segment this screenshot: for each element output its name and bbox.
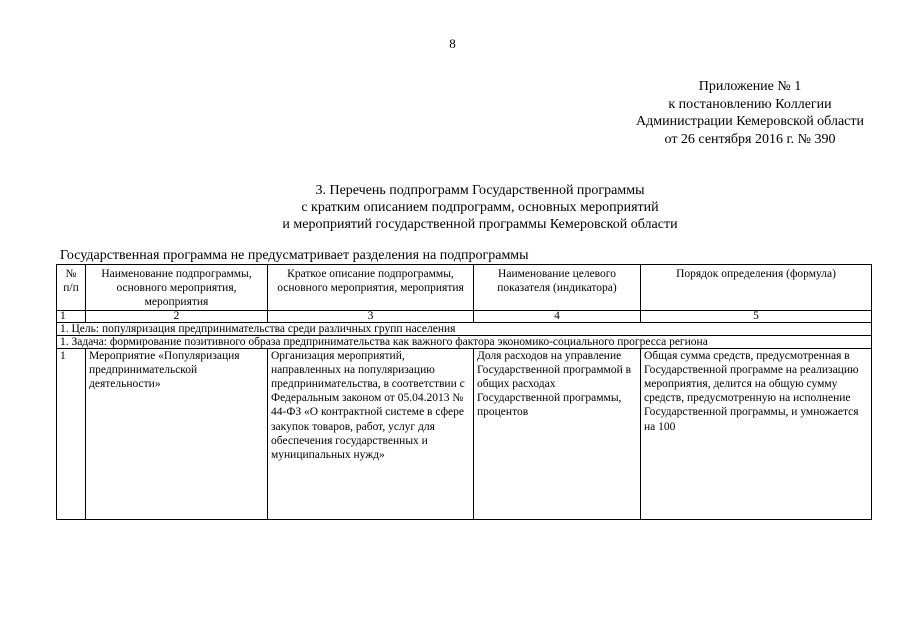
intro-text: Государственная программа не предусматривает разделения на подпрограммы: [60, 248, 529, 263]
goal-row: [57, 322, 872, 335]
row-description: Организация мероприятий, направленных на популяризацию предпринимательства, в соответствии с Федеральным законом от 05.04.2013 № 44-ФЗ «О контрактной системе в сфере закупок товаров, работ, услуг для обеспечения государственных и муниципальных нужд»: [268, 348, 474, 519]
task-cell: 1. Задача: формирование позитивного образа предпринимательства как важного фактора экономико-социального прогресса региона: [57, 335, 872, 348]
page-number: 8: [449, 36, 456, 51]
row-formula: Общая сумма средств, предусмотренная в Государственной программе на реализацию мероприятия, делится на общую сумму средств, предусмотренную на исполнение Государственной программы, и умножается на 100: [641, 348, 872, 519]
column-number: 4: [474, 310, 641, 322]
column-number: 5: [641, 310, 872, 322]
column-number: 1: [57, 310, 86, 322]
appendix-line-3: Администрации Кемеровской области: [636, 114, 864, 129]
header-description: Краткое описание подпрограммы, основного мероприятия, мероприятия: [268, 265, 474, 311]
table-header-row: [57, 265, 872, 311]
header-num: № п/п: [57, 265, 86, 311]
title-line-2: с кратким описанием подпрограмм, основных мероприятий: [301, 200, 659, 215]
appendix-line-1: Приложение № 1: [698, 79, 802, 94]
header-formula: Порядок определения (формула): [641, 265, 872, 311]
header-name: Наименование подпрограммы, основного мероприятия, мероприятия: [86, 265, 268, 311]
header-indicator: Наименование целевого показателя (индикатора): [474, 265, 641, 311]
column-number: 3: [268, 310, 474, 322]
document-title: [0, 182, 905, 233]
subprogram-table: [56, 264, 872, 520]
goal-cell: 1. Цель: популяризация предпринимательства среди различных групп населения: [57, 322, 872, 335]
column-number-row: [57, 310, 872, 322]
column-number: 2: [86, 310, 268, 322]
appendix-line-4: от 26 сентября 2016 г. № 390: [664, 131, 836, 147]
appendix-line-2: к постановлению Коллегии: [668, 96, 832, 112]
title-line-1: 3. Перечень подпрограмм Государственной программы: [315, 183, 645, 198]
title-line-3: и мероприятий государственной программы Кемеровской области: [282, 217, 678, 232]
row-num: 1: [57, 348, 86, 519]
row-name: Мероприятие «Популяризация предпринимательской деятельности»: [86, 348, 268, 519]
table-row: [57, 348, 872, 519]
row-indicator: Доля расходов на управление Государственной программой в общих расходах Государственной программы, процентов: [474, 348, 641, 519]
appendix-block: [540, 78, 905, 148]
task-row: [57, 335, 872, 348]
